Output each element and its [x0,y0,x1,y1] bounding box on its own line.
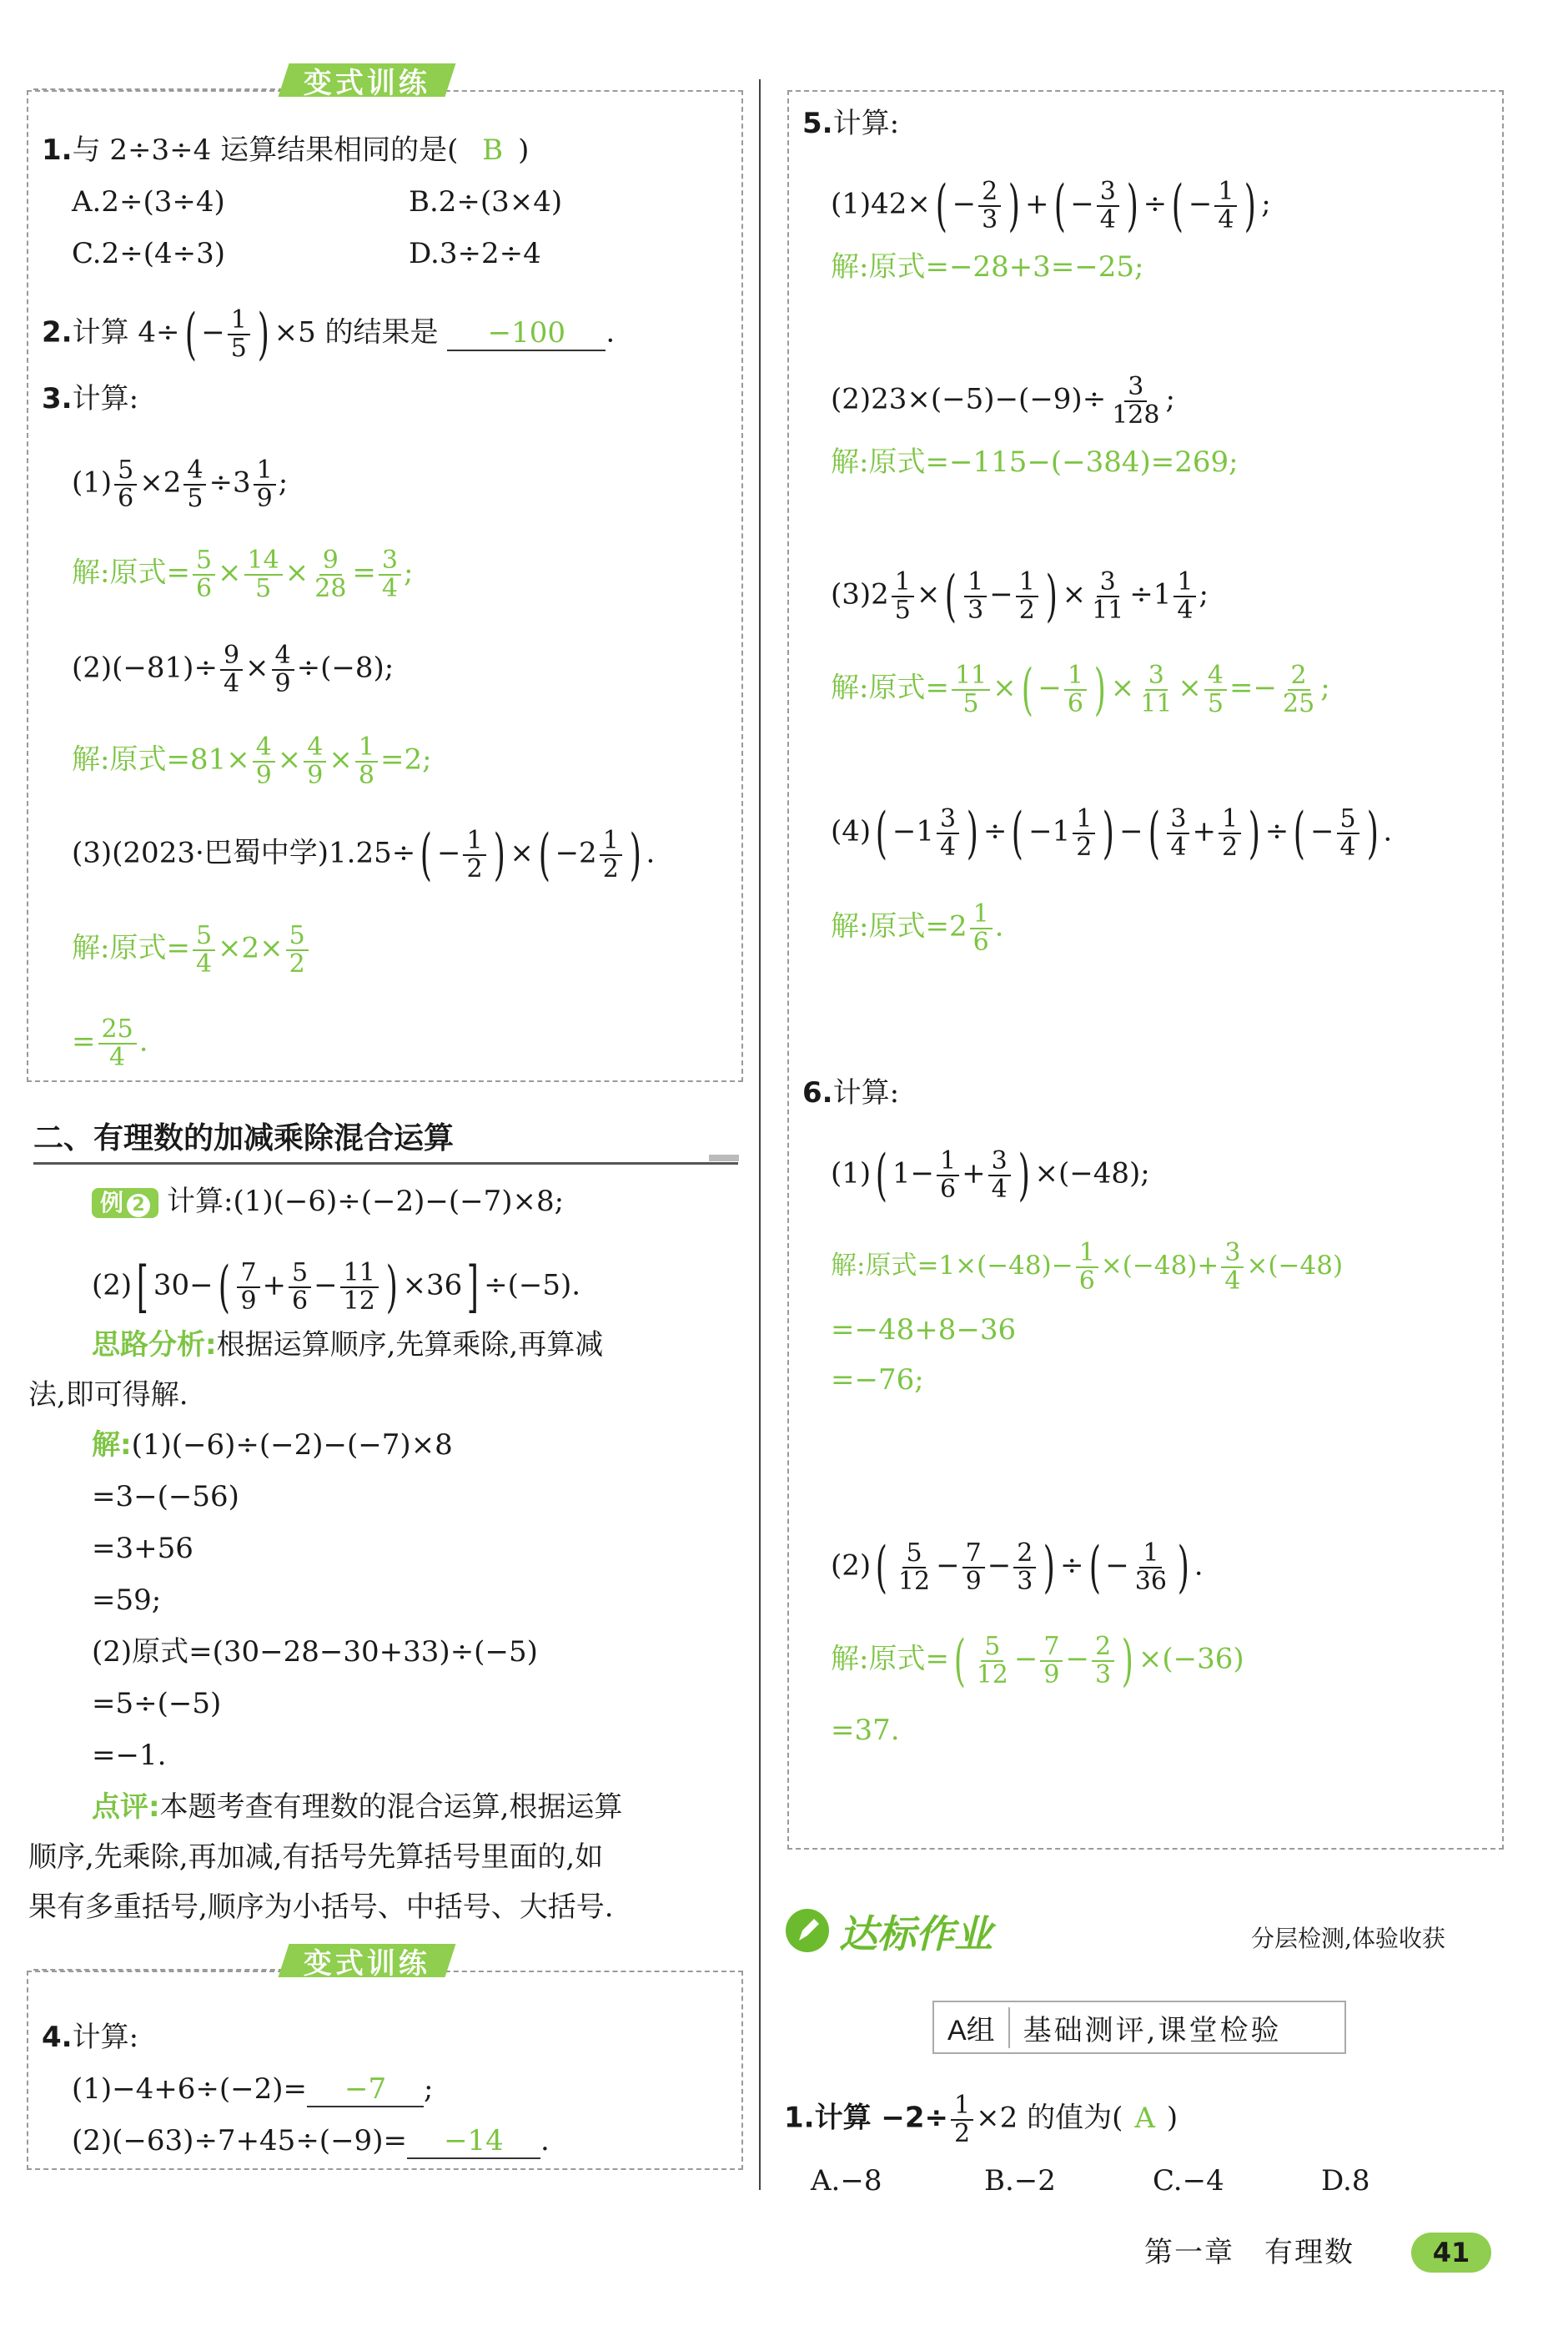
example-badge: 例 2 [92,1188,158,1218]
q5-part1-solution: 解:原式=−28+3=−25; [831,250,1144,284]
q5-part1: (1)42×( − $\frac{2}{3}$ ) +( − $\frac{3}{4}$ ) ÷( − $\frac{1}{4}$ ) ; [831,173,1271,238]
q5-part3: (3)2 $\frac{1}{5}$ ×( $\frac{1}{3}$ − $\frac{1}{2}$ ) × $\frac{3}{11}$ ÷1 $\frac{1}{4}$ ; [831,563,1209,628]
footer-chapter: 第一章 有理数 [1144,2236,1354,2269]
hw-q1-option-c: C.−4 [1153,2164,1224,2197]
q6-part1: (1)( 1− $\frac{1}{6}$ + $\frac{3}{4}$ ) ×(−48); [831,1142,1150,1207]
homework-title: 达标作业 [839,1911,993,1956]
q3-part3-solution: 解:原式= $\frac{5}{4}$ ×2× $\frac{5}{2}$ [72,923,311,977]
q6-part1-solution-2: =−48+8−36 [831,1313,1017,1347]
q6-part2-solution-2: =37. [831,1714,900,1747]
homework-subtitle: 分层检测,体验收获 [1251,1925,1445,1952]
q4-title: 4.计算: [42,2021,139,2054]
page-number: 41 [1411,2233,1491,2273]
hw-q1-option-d: D.8 [1321,2164,1370,2197]
q6-part1-solution: 解:原式=1×(−48)− $\frac{1}{6}$ ×(−48)+ $\frac{3}{4}$ ×(−48) [831,1238,1344,1296]
solution-line7: =−1. [92,1739,167,1772]
q3-part1-solution: 解:原式= $\frac{5}{6}$ × $\frac{14}{5}$ × $\frac{9}{28}$ = $\frac{3}{4}$ ; [72,546,414,603]
q3-part3-solution-2: = $\frac{25}{4}$ . [72,1014,148,1072]
q4-part1: (1)−4+6÷(−2)= −7 ; [72,2072,434,2106]
q1-option-a: A.2÷(3÷4) [72,185,225,219]
q3-title: 3.计算: [42,382,139,415]
group-a-box [932,2001,1346,2054]
q6-part1-solution-3: =−76; [831,1363,924,1397]
column-divider [759,79,761,2190]
section-title: 二、有理数的加减乘除混合运算 [33,1121,455,1155]
q1-option-c: C.2÷(4÷3) [72,237,226,270]
solution-line5: (2)原式=(30−28−30+33)÷(−5) [92,1635,538,1669]
q3-part2-solution: 解:原式=81× $\frac{4}{9}$ × $\frac{4}{9}$ × $\frac{1}{8}$ =2; [72,732,432,790]
example-2-line1: 例 2 计算:(1)(−6)÷(−2)−(−7)×8; [92,1185,564,1218]
q5-part3-solution: 解:原式= $\frac{11}{5}$ ×( − $\frac{1}{6}$ ) × $\frac{3}{11}$ × $\frac{4}{5}$ =− $\frac{2}{25}$ ; [831,657,1330,722]
q1-option-b: B.2÷(3×4) [409,185,563,219]
tag-divider [33,88,284,90]
q1-option-d: D.3÷2÷4 [409,237,541,270]
q5-part2: (2)23×(−5)−(−9)÷ $\frac{3}{128}$ ; [831,372,1175,430]
section-rule-end [709,1155,739,1161]
solution-line3: =3+56 [92,1532,193,1565]
tag-bianshi-1: 变式训练 [279,63,456,97]
q6-part2: (2)( $\frac{5}{12}$ − $\frac{7}{9}$ − $\frac{2}{3}$ ) ÷( − $\frac{1}{36}$ ) . [831,1534,1204,1599]
q3-part3: (3)(2023·巴蜀中学)1.25÷( − $\frac{1}{2}$ ) ×( −2 $\frac{1}{2}$ ) . [72,822,656,887]
review-line1: 点评:本题考查有理数的混合运算,根据运算 [92,1790,623,1824]
solution-line2: =3−(−56) [92,1480,239,1513]
q5-part4-solution: 解:原式=2 $\frac{1}{6}$ . [831,899,1004,957]
q2-answer-blank: −100 [447,316,606,351]
example-2-line2: (2)[ 30−( $\frac{7}{9}$ + $\frac{5}{6}$ − $\frac{11}{12}$ ) ×36] ÷(−5). [92,1254,581,1319]
section-rule [33,1162,738,1165]
analysis-line1: 思路分析:根据运算顺序,先算乘除,再算减 [92,1328,604,1362]
solution-line4: =59; [92,1583,162,1617]
q3-part1: (1) $\frac{5}{6}$ ×2 $\frac{4}{5}$ ÷3 $\frac{1}{9}$ ; [72,456,289,513]
hw-q1-option-b: B.−2 [984,2164,1056,2197]
tag-divider-2 [33,1969,284,1971]
q1-stem: 1.与 2÷3÷4 运算结果相同的是( B ) [42,133,530,167]
q5-title: 5.计算: [802,107,900,140]
analysis-line2: 法,即可得解. [28,1378,188,1412]
tag-bianshi-2: 变式训练 [279,1944,456,1977]
q4-part2: (2)(−63)÷7+45÷(−9)= −14 . [72,2124,550,2157]
review-line3: 果有多重括号,顺序为小括号、中括号、大括号. [28,1890,614,1924]
q5-part2-solution: 解:原式=−115−(−384)=269; [831,446,1239,479]
group-a-title: 基础测评,课堂检验 [1023,2013,1282,2047]
hw-q1-stem: 1.计算 −2÷ $\frac{1}{2}$ ×2 的值为( A ) [784,2091,1179,2148]
q6-part2-solution: 解:原式=( $\frac{5}{12}$ − $\frac{7}{9}$ − $\frac{2}{3}$ ) ×(−36) [831,1628,1244,1693]
q5-part4: (4)( −1 $\frac{3}{4}$ ) ÷( −1 $\frac{1}{2}$ ) −( $\frac{3}{4}$ + $\frac{1}{2}$ ) ÷( − $\frac{5}{4}$ ) . [831,800,1393,865]
solution-line6: =5÷(−5) [92,1687,222,1720]
q3-part2: (2)(−81)÷ $\frac{9}{4}$ × $\frac{4}{9}$ ÷(−8); [72,641,395,698]
review-line2: 顺序,先乘除,再加减,有括号先算括号里面的,如 [28,1840,604,1874]
q6-title: 6.计算: [802,1076,900,1110]
hw-q1-option-a: A.−8 [811,2164,882,2197]
solution-line1: 解:(1)(−6)÷(−2)−(−7)×8 [92,1428,453,1462]
pencil-icon [786,1909,829,1952]
q2-stem: 2.计算 4÷( − $\frac{1}{5}$ ) ×5 的结果是 −100 . [42,301,616,366]
group-a-label: A组 [934,2007,1010,2048]
